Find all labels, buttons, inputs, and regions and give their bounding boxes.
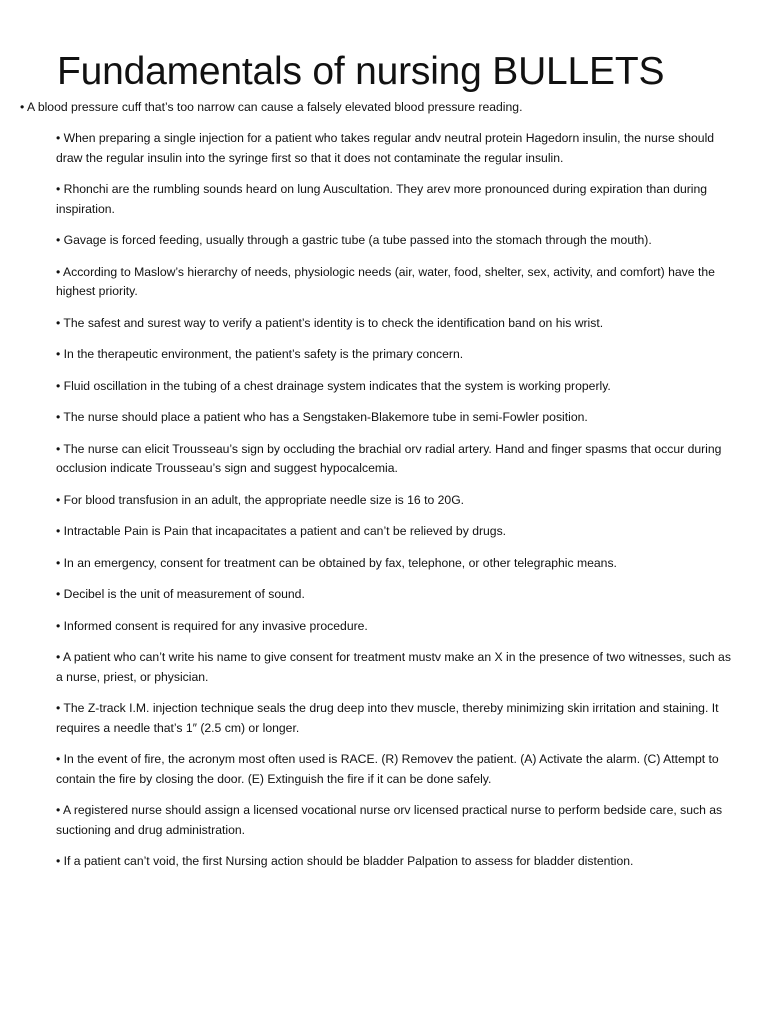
bullet-point: • A patient who can’t write his name to give consent for treatment mustv make an X in the presence of two witnesses, such as a nurse, priest, or physician. <box>56 650 731 684</box>
bullet-point: • The safest and surest way to verify a patient’s identity is to check the identification band on his wrist. <box>56 315 604 330</box>
bullet-point: • According to Maslow’s hierarchy of needs, physiologic needs (air, water, food, shelter, sex, activity, and comfort) have the highest priority. <box>56 264 715 298</box>
first-bullet-point: • A blood pressure cuff that’s too narrow can cause a falsely elevated blood pressure reading. <box>20 100 523 114</box>
bullet-point: • For blood transfusion in an adult, the appropriate needle size is 16 to 20G. <box>56 492 465 507</box>
bullet-point: • If a patient can’t void, the first Nursing action should be bladder Palpation to assess for bladder distention. <box>56 854 634 868</box>
bullet-point: • When preparing a single injection for a patient who takes regular andv neutral protein Hagedorn insulin, the nurse should draw the regular insulin into the syringe first so that it does not contaminate the regular insulin. <box>56 131 715 165</box>
bullet-point: • Rhonchi are the rumbling sounds heard on lung Auscultation. They arev more pronounced during expiration than during inspiration. <box>56 182 708 216</box>
bullet-point: • The nurse can elicit Trousseau’s sign by occluding the brachial orv radial artery. Hand and finger spasms that occur during occlusion indicate Trousseau’s sign and suggest hypocalcemia. <box>56 441 722 475</box>
bullet-point: • The Z-track I.M. injection technique seals the drug deep into thev muscle, thereby minimizing skin irritation and staining. It requires a needle that’s 1″ (2.5 cm) or longer. <box>56 701 719 735</box>
bullet-point: • The nurse should place a patient who has a Sengstaken-Blakemore tube in semi-Fowler position. <box>56 410 588 424</box>
bullet-list <box>56 129 740 884</box>
bullet-point: • In an emergency, consent for treatment can be obtained by fax, telephone, or other telegraphic means. <box>56 555 617 570</box>
bullet-point: • Informed consent is required for any invasive procedure. <box>56 618 368 633</box>
bullet-point: • Decibel is the unit of measurement of sound. <box>56 587 305 601</box>
bullet-point: • Fluid oscillation in the tubing of a chest drainage system indicates that the system is working properly. <box>56 378 611 393</box>
bullet-point: • Gavage is forced feeding, usually through a gastric tube (a tube passed into the stomach through the mouth). <box>56 233 652 247</box>
bullet-point: • In the event of fire, the acronym most often used is RACE. (R) Removev the patient. (A) Activate the alarm. (C) Attempt to contain the fire by closing the door. (E) Extinguish the fire if it can be done safely. <box>56 752 719 786</box>
bullet-point: • In the therapeutic environment, the patient’s safety is the primary concern. <box>56 347 464 361</box>
page-title: Fundamentals of nursing BULLETS <box>57 50 665 93</box>
bullet-point: • A registered nurse should assign a licensed vocational nurse orv licensed practical nurse to perform bedside care, such as suctioning and drug administration. <box>56 803 723 837</box>
bullet-point: • Intractable Pain is Pain that incapacitates a patient and can’t be relieved by drugs. <box>56 524 507 538</box>
